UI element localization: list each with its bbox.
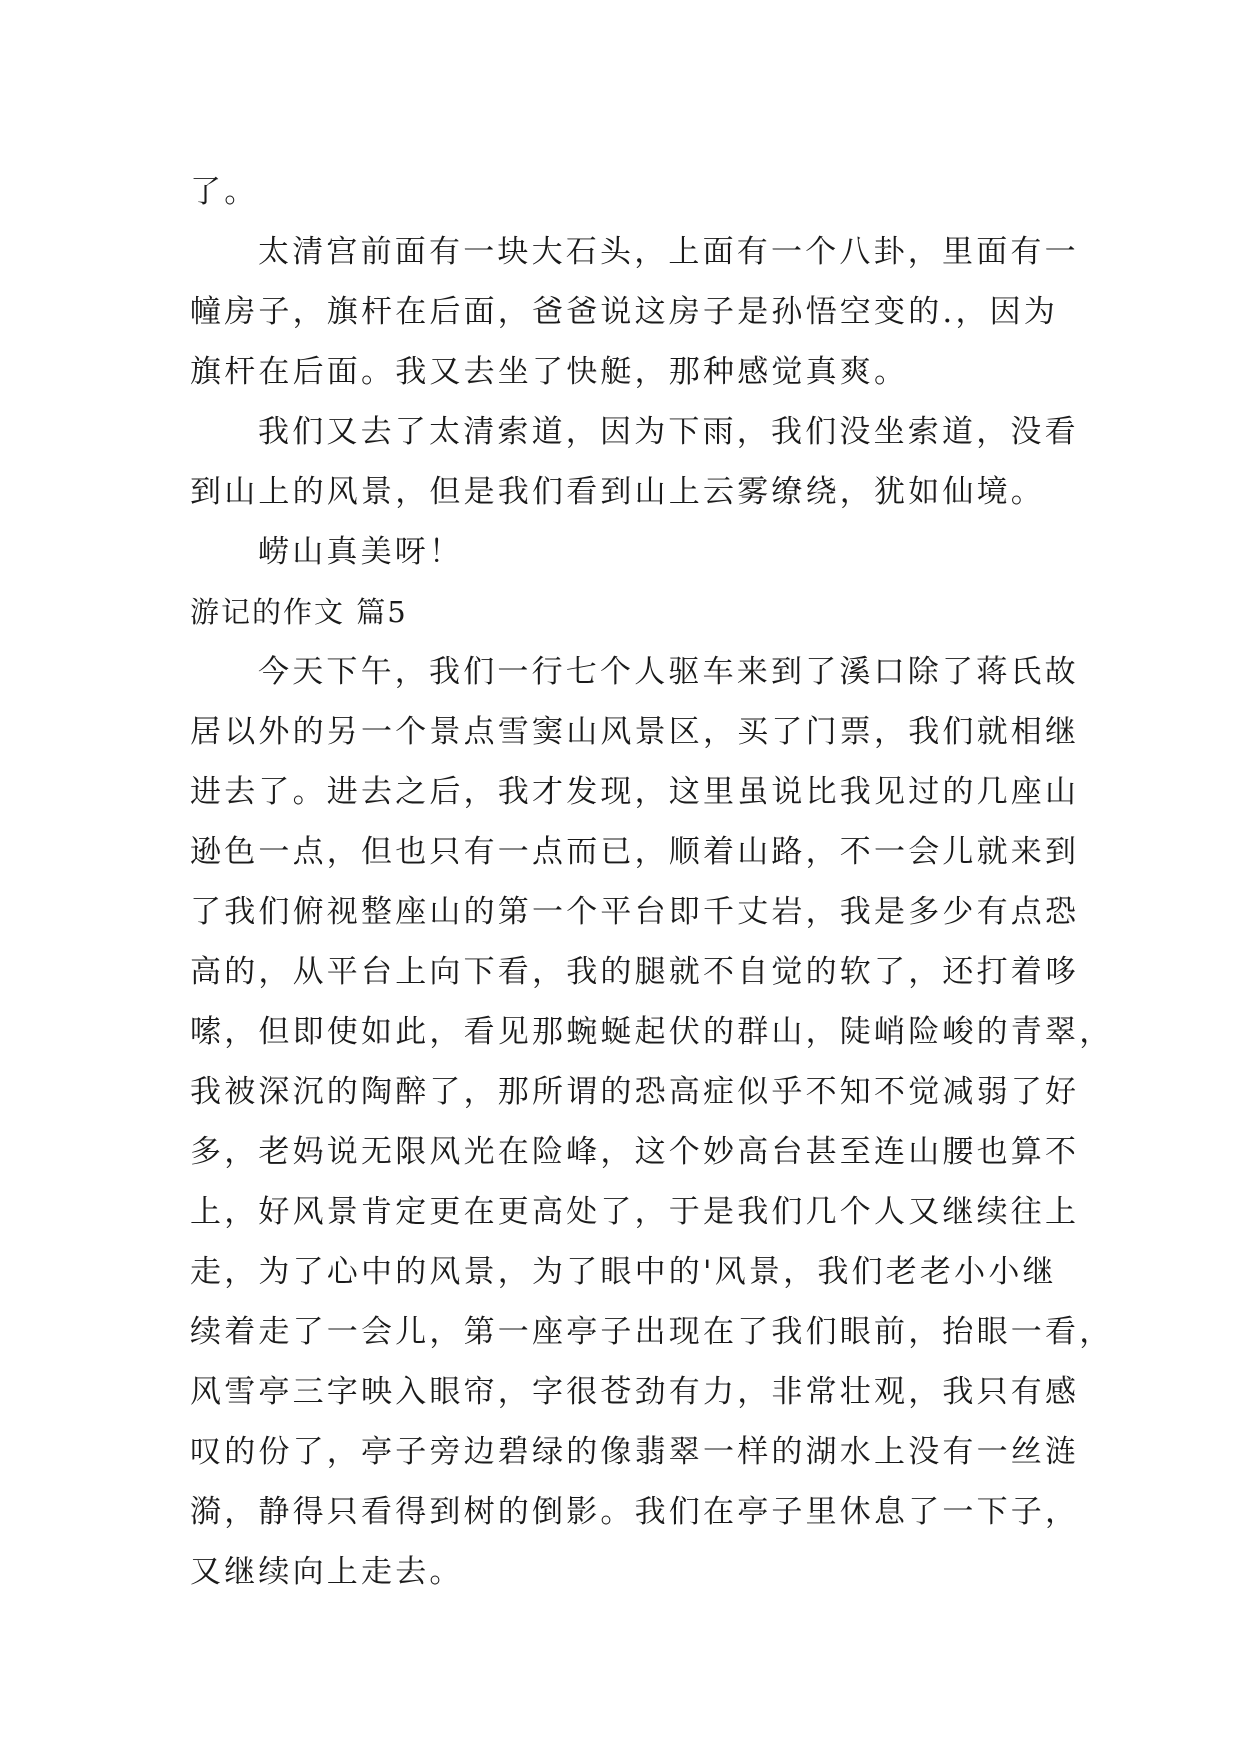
text-line: 进去了。进去之后，我才发现，这里虽说比我见过的几座山	[190, 774, 1080, 810]
text-line: 又继续向上走去。	[190, 1554, 464, 1590]
section-title: 游记的作文 篇5	[190, 595, 408, 629]
text-line: 高的，从平台上向下看，我的腿就不自觉的软了，还打着哆	[190, 954, 1080, 990]
text-line: 到山上的风景，但是我们看到山上云雾缭绕，犹如仙境。	[190, 474, 1045, 510]
text-line: 旗杆在后面。我又去坐了快艇，那种感觉真爽。	[190, 354, 909, 390]
text-line: 了我们俯视整座山的第一个平台即千丈岩，我是多少有点恐	[190, 894, 1080, 930]
text-line: 嗦，但即使如此，看见那蜿蜒起伏的群山，陡峭险峻的青翠，	[190, 1014, 1114, 1050]
text-line: 叹的份了，亭子旁边碧绿的像翡翠一样的湖水上没有一丝涟	[190, 1434, 1080, 1470]
text-line: 多，老妈说无限风光在险峰，这个妙高台甚至连山腰也算不	[190, 1134, 1080, 1170]
paragraph-start-line: 崂山真美呀！	[258, 534, 464, 570]
paragraph-start-line: 太清宫前面有一块大石头，上面有一个八卦，里面有一	[258, 234, 1079, 270]
text-line: 幢房子，旗杆在后面，爸爸说这房子是孙悟空变的.，因为	[190, 294, 1059, 330]
text-line: 了。	[190, 174, 259, 210]
paragraph-start-line: 我们又去了太清索道，因为下雨，我们没坐索道，没看	[258, 414, 1079, 450]
text-line: 上，好风景肯定更在更高处了，于是我们几个人又继续往上	[190, 1194, 1080, 1230]
text-line: 漪，静得只看得到树的倒影。我们在亭子里休息了一下子，	[190, 1494, 1080, 1530]
text-line: 风雪亭三字映入眼帘，字很苍劲有力，非常壮观，我只有感	[190, 1374, 1080, 1410]
text-line: 居以外的另一个景点雪窦山风景区，买了门票，我们就相继	[190, 714, 1080, 750]
text-line: 续着走了一会儿，第一座亭子出现在了我们眼前，抬眼一看，	[190, 1314, 1114, 1350]
paragraph-start-line: 今天下午，我们一行七个人驱车来到了溪口除了蒋氏故	[258, 654, 1079, 690]
text-line: 逊色一点，但也只有一点而已，顺着山路，不一会儿就来到	[190, 834, 1080, 870]
text-line: 我被深沉的陶醉了，那所谓的恐高症似乎不知不觉减弱了好	[190, 1074, 1080, 1110]
text-line: 走，为了心中的风景，为了眼中的'风景，我们老老小小继	[190, 1254, 1057, 1290]
document-body	[190, 162, 1114, 1602]
